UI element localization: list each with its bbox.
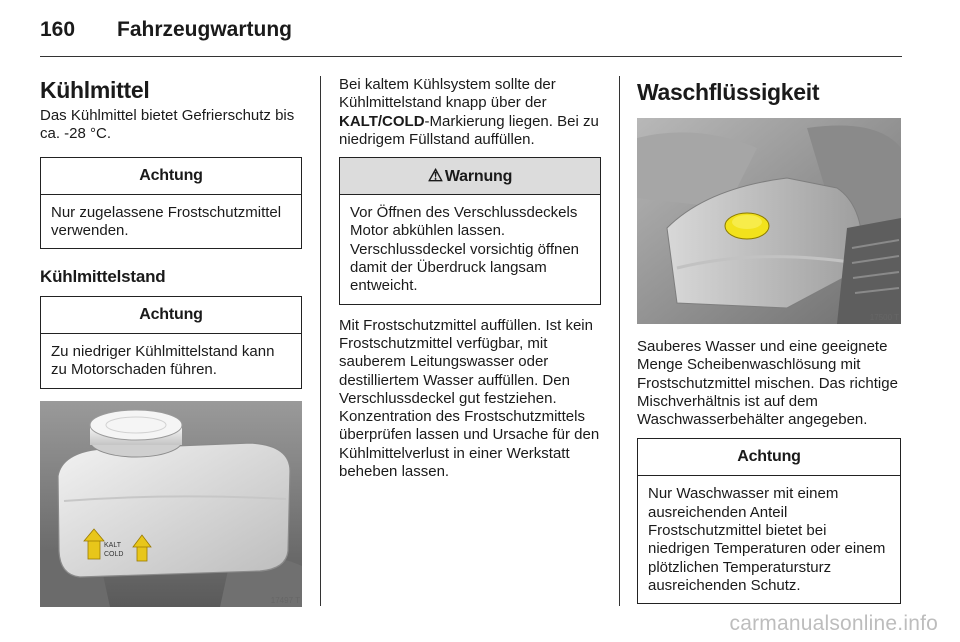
running-title: Fahrzeugwartung (117, 18, 293, 41)
washer-fluid-paragraph: Sauberes Wasser und eine geeignete Menge Scheibenwaschlösung mit Frostschutzmittel mischen. Das richtige Mischverhältnis ist auf dem Waschwasserbehälter angegeben. (637, 338, 898, 429)
column-divider-2 (619, 76, 620, 606)
caution-text: Nur Waschwasser mit einem ausreichenden Anteil Frostschutzmittel bietet bei niedrigen Temperaturen oder einem plötzlichen Temperatursturz ausreichenden Schutz. (648, 485, 886, 594)
warning-header (340, 158, 600, 195)
warning-text: Vor Öffnen des Verschlussdeckels Motor abkühlen lassen. Verschlussdeckel vorsichtig öffnen damit der Überdruck langsam entweicht. (350, 204, 580, 295)
caution-text: Nur zugelassene Frostschutzmittel verwenden. (51, 203, 282, 239)
paragraph-text: -Markierung liegen. Bei zu niedrigem Füllstand auffüllen. (339, 112, 599, 148)
caution-title: Achtung (41, 158, 301, 195)
column-3 (637, 76, 901, 604)
caution-title: Achtung (638, 439, 900, 476)
warning-box (339, 157, 601, 304)
caution-box-washer (637, 438, 901, 604)
warning-icon: ⚠ (427, 166, 443, 186)
coolant-reservoir-figure (40, 401, 302, 607)
caution-box-low-coolant (40, 296, 302, 389)
paragraph-text: Bei kaltem Kühlsystem sollte der Kühlmittelstand knapp über der (339, 76, 556, 112)
caution-text: Zu niedriger Kühlmittelstand kann zu Motorschaden führen. (51, 343, 275, 379)
coolant-intro: Das Kühlmittel bietet Gefrierschutz bis ca. -28 °C. (40, 107, 295, 143)
warning-title: Warnung (444, 168, 513, 186)
section-heading-washer-fluid: Waschflüssigkeit (637, 79, 820, 105)
figure-code: 17500 T (869, 313, 899, 322)
column-2 (339, 76, 601, 481)
section-heading-coolant: Kühlmittel (40, 77, 150, 103)
washer-reservoir-illustration (637, 118, 901, 324)
column-divider-1 (320, 76, 321, 606)
column-1 (40, 76, 302, 607)
caution-title: Achtung (41, 297, 301, 334)
page-number: 160 (40, 18, 76, 41)
subheading-coolant-level: Kühlmittelstand (40, 267, 166, 287)
refill-paragraph: Mit Frostschutzmittel auffüllen. Ist kein Frostschutzmittel verfügbar, mit sauberem Leitungswasser oder destilliertem Wasser auffüllen. Den Verschlussdeckel gut festziehen. Konzentration des Frostschutzmittels überprüfen lassen und Ursache für den Kühlmittelverlust in einer Werkstatt beheben lassen. (339, 316, 600, 481)
coolant-level-paragraph (339, 76, 601, 149)
coolant-reservoir-illustration (40, 401, 302, 607)
caution-box-antifreeze (40, 157, 302, 250)
cold-marking: COLD (104, 550, 124, 558)
kalt-cold-label: KALT/COLD (339, 112, 425, 130)
figure-code: 17497 T (270, 595, 300, 605)
page-header (40, 18, 902, 48)
washer-reservoir-figure (637, 118, 901, 324)
kalt-marking: KALT (104, 541, 121, 549)
header-rule (40, 56, 902, 57)
watermark-text: carmanualsonline.info (729, 612, 938, 635)
